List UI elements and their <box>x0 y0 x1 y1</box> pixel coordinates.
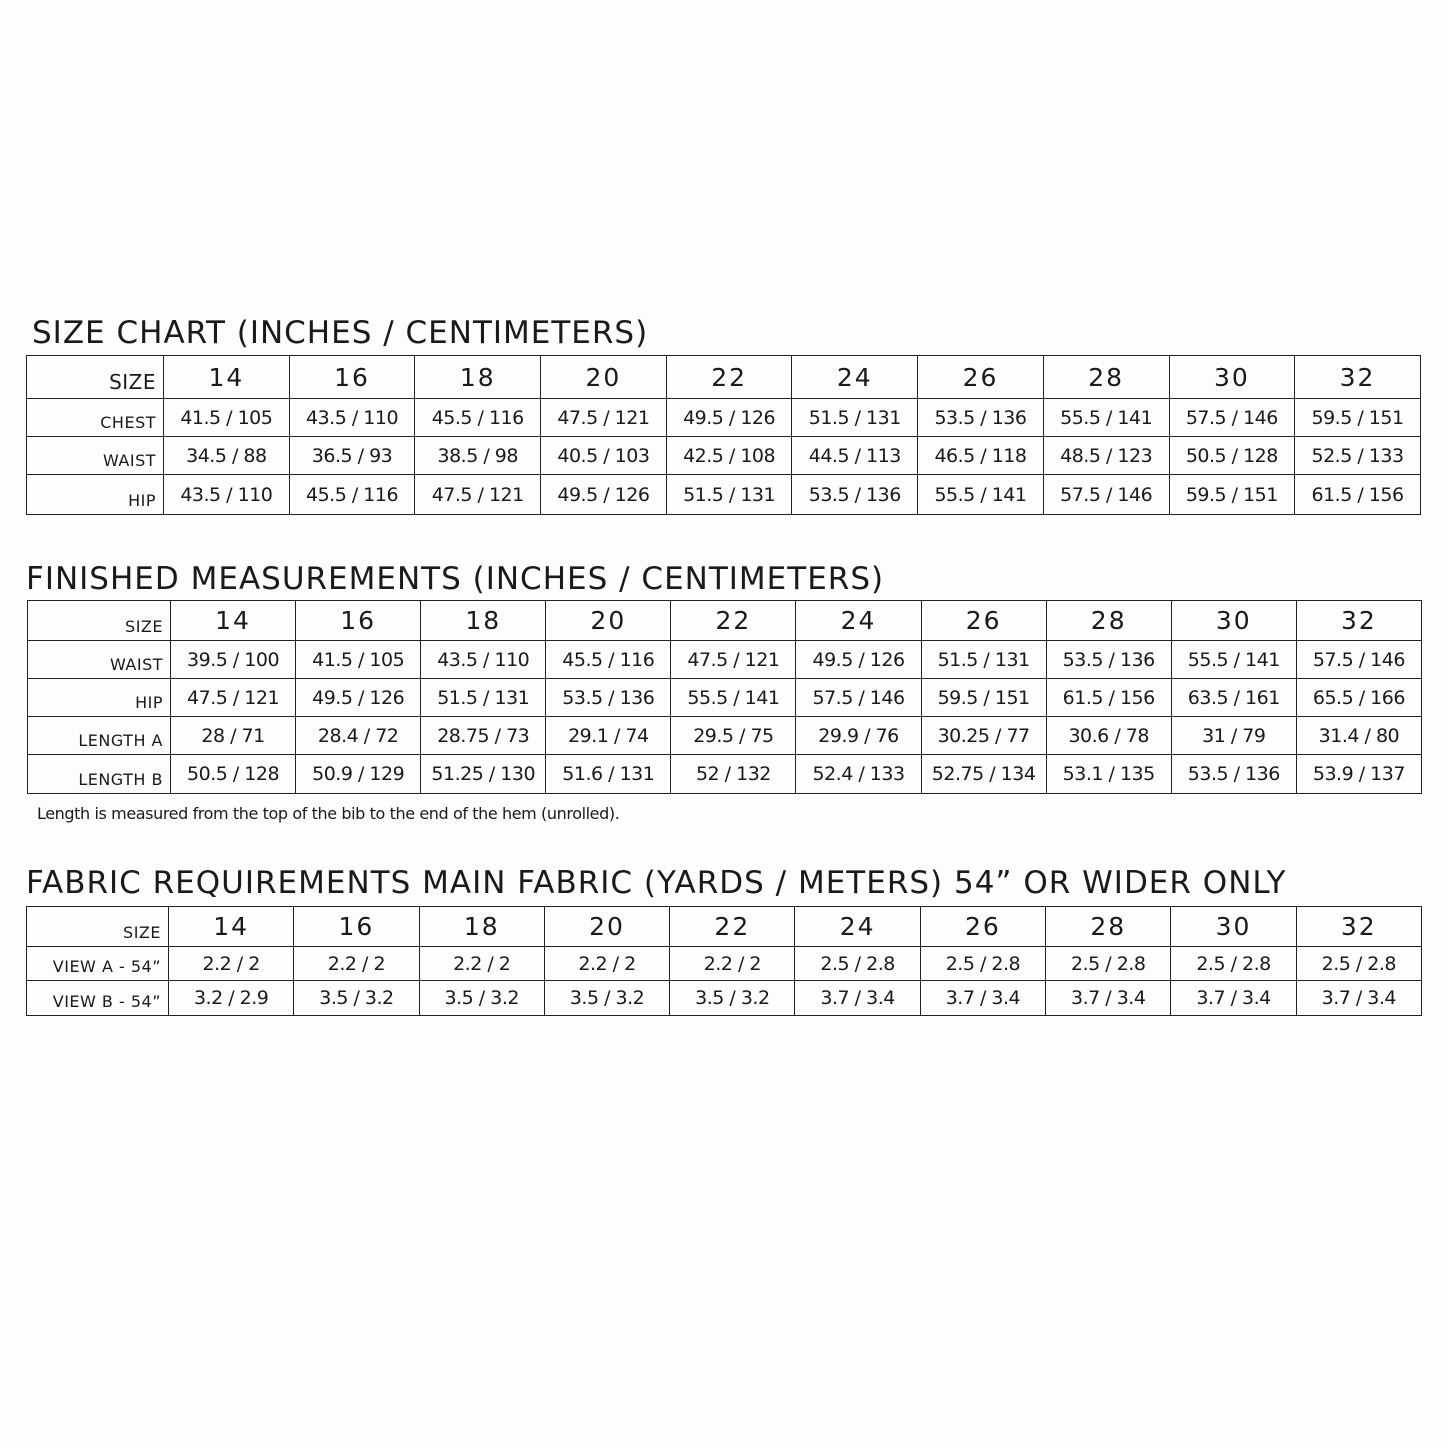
table-cell: 53.5 / 136 <box>1046 641 1171 679</box>
row-label: VIEW A - 54” <box>27 947 169 981</box>
table-cell: 50.9 / 129 <box>296 755 421 794</box>
table-cell: 36.5 / 93 <box>289 437 415 475</box>
table-cell: 49.5 / 126 <box>666 399 792 437</box>
table-cell: 29.5 / 75 <box>671 717 796 755</box>
table-cell: 52.75 / 134 <box>921 755 1046 794</box>
table-cell: 59.5 / 151 <box>1295 399 1421 437</box>
table-cell: 49.5 / 126 <box>296 679 421 717</box>
size-header-cell: 16 <box>289 356 415 399</box>
table-cell: 51.5 / 131 <box>421 679 546 717</box>
table-cell: 57.5 / 146 <box>1296 641 1421 679</box>
table-row <box>27 437 1421 475</box>
table-cell: 43.5 / 110 <box>164 475 290 515</box>
table-cell: 28 / 71 <box>171 717 296 755</box>
table-cell: 47.5 / 121 <box>671 641 796 679</box>
row-label: HIP <box>27 475 164 515</box>
size-header-cell: 22 <box>666 356 792 399</box>
finished-measurements-table <box>27 600 1422 794</box>
table-row <box>28 679 1422 717</box>
finished-header-row <box>28 601 1422 641</box>
size-header-cell: 20 <box>541 356 667 399</box>
size-header-cell: 32 <box>1296 907 1421 947</box>
table-cell: 51.5 / 131 <box>666 475 792 515</box>
table-cell: 2.2 / 2 <box>169 947 294 981</box>
size-header-cell: 22 <box>671 601 796 641</box>
table-row <box>27 947 1422 981</box>
size-header-cell: 14 <box>169 907 294 947</box>
row-label: LENGTH B <box>28 755 171 794</box>
table-cell: 51.5 / 131 <box>921 641 1046 679</box>
table-cell: 2.5 / 2.8 <box>1171 947 1296 981</box>
table-cell: 41.5 / 105 <box>296 641 421 679</box>
size-header-cell: 22 <box>670 907 795 947</box>
table-cell: 45.5 / 116 <box>415 399 541 437</box>
size-header-cell: 30 <box>1169 356 1295 399</box>
table-cell: 48.5 / 123 <box>1043 437 1169 475</box>
table-cell: 49.5 / 126 <box>541 475 667 515</box>
size-header-cell: 32 <box>1295 356 1421 399</box>
size-header-cell: 16 <box>294 907 419 947</box>
table-cell: 2.5 / 2.8 <box>795 947 920 981</box>
row-label: HIP <box>28 679 171 717</box>
table-cell: 40.5 / 103 <box>541 437 667 475</box>
table-cell: 42.5 / 108 <box>666 437 792 475</box>
table-cell: 53.5 / 136 <box>546 679 671 717</box>
table-cell: 52 / 132 <box>671 755 796 794</box>
size-header-cell: 26 <box>918 356 1044 399</box>
table-cell: 3.7 / 3.4 <box>795 981 920 1016</box>
size-header-cell: 32 <box>1296 601 1421 641</box>
table-cell: 2.2 / 2 <box>670 947 795 981</box>
table-row <box>28 717 1422 755</box>
table-cell: 53.5 / 136 <box>918 399 1044 437</box>
table-cell: 49.5 / 126 <box>796 641 921 679</box>
table-cell: 38.5 / 98 <box>415 437 541 475</box>
size-header-cell: 24 <box>792 356 918 399</box>
table-cell: 45.5 / 116 <box>289 475 415 515</box>
table-cell: 41.5 / 105 <box>164 399 290 437</box>
size-header-cell: 16 <box>296 601 421 641</box>
table-cell: 29.9 / 76 <box>796 717 921 755</box>
table-cell: 63.5 / 161 <box>1171 679 1296 717</box>
size-header-cell: 28 <box>1046 907 1171 947</box>
table-cell: 43.5 / 110 <box>421 641 546 679</box>
table-cell: 3.7 / 3.4 <box>1171 981 1296 1016</box>
table-cell: 3.5 / 3.2 <box>419 981 544 1016</box>
table-cell: 30.25 / 77 <box>921 717 1046 755</box>
size-header-cell: 26 <box>921 601 1046 641</box>
table-cell: 51.6 / 131 <box>546 755 671 794</box>
table-cell: 51.25 / 130 <box>421 755 546 794</box>
row-label: WAIST <box>27 437 164 475</box>
table-cell: 53.1 / 135 <box>1046 755 1171 794</box>
table-cell: 3.5 / 3.2 <box>544 981 669 1016</box>
size-header-cell: 14 <box>164 356 290 399</box>
table-cell: 55.5 / 141 <box>1043 399 1169 437</box>
row-label: WAIST <box>28 641 171 679</box>
size-header-cell: 30 <box>1171 601 1296 641</box>
table-cell: 55.5 / 141 <box>671 679 796 717</box>
fabric-requirements-title: FABRIC REQUIREMENTS MAIN FABRIC (YARDS / METERS) 54” OR WIDER ONLY <box>26 865 1287 901</box>
table-cell: 51.5 / 131 <box>792 399 918 437</box>
table-cell: 59.5 / 151 <box>921 679 1046 717</box>
size-chart-title: SIZE CHART (INCHES / CENTIMETERS) <box>32 315 649 351</box>
size-header-cell: 18 <box>421 601 546 641</box>
table-cell: 2.2 / 2 <box>294 947 419 981</box>
table-cell: 2.2 / 2 <box>419 947 544 981</box>
fabric-requirements-table <box>26 906 1422 1016</box>
table-cell: 39.5 / 100 <box>171 641 296 679</box>
table-cell: 3.7 / 3.4 <box>920 981 1045 1016</box>
table-cell: 2.5 / 2.8 <box>1046 947 1171 981</box>
table-cell: 28.4 / 72 <box>296 717 421 755</box>
table-cell: 3.7 / 3.4 <box>1296 981 1421 1016</box>
size-header-cell: 14 <box>171 601 296 641</box>
fabric-header-row <box>27 907 1422 947</box>
table-row <box>28 755 1422 794</box>
size-header-cell: 24 <box>796 601 921 641</box>
table-cell: 65.5 / 166 <box>1296 679 1421 717</box>
table-cell: 53.9 / 137 <box>1296 755 1421 794</box>
size-chart-table <box>26 355 1421 515</box>
size-chart-header-row <box>27 356 1421 399</box>
table-cell: 57.5 / 146 <box>796 679 921 717</box>
length-note: Length is measured from the top of the bib to the end of the hem (unrolled). <box>37 804 620 823</box>
table-cell: 47.5 / 121 <box>171 679 296 717</box>
table-cell: 55.5 / 141 <box>1171 641 1296 679</box>
size-header-cell: 18 <box>419 907 544 947</box>
table-cell: 52.5 / 133 <box>1295 437 1421 475</box>
size-header-cell: 28 <box>1043 356 1169 399</box>
table-row <box>28 641 1422 679</box>
table-cell: 59.5 / 151 <box>1169 475 1295 515</box>
table-cell: 53.5 / 136 <box>1171 755 1296 794</box>
table-cell: 52.4 / 133 <box>796 755 921 794</box>
table-row <box>27 399 1421 437</box>
size-header-label: SIZE <box>27 356 164 399</box>
table-cell: 3.7 / 3.4 <box>1046 981 1171 1016</box>
table-cell: 47.5 / 121 <box>541 399 667 437</box>
table-cell: 3.5 / 3.2 <box>294 981 419 1016</box>
table-cell: 2.5 / 2.8 <box>1296 947 1421 981</box>
size-header-label: SIZE <box>27 907 169 947</box>
table-cell: 29.1 / 74 <box>546 717 671 755</box>
table-cell: 43.5 / 110 <box>289 399 415 437</box>
table-cell: 3.2 / 2.9 <box>169 981 294 1016</box>
row-label: LENGTH A <box>28 717 171 755</box>
table-cell: 45.5 / 116 <box>546 641 671 679</box>
size-header-cell: 20 <box>544 907 669 947</box>
size-header-cell: 30 <box>1171 907 1296 947</box>
table-cell: 61.5 / 156 <box>1046 679 1171 717</box>
table-cell: 31.4 / 80 <box>1296 717 1421 755</box>
table-cell: 61.5 / 156 <box>1295 475 1421 515</box>
table-cell: 3.5 / 3.2 <box>670 981 795 1016</box>
table-cell: 2.5 / 2.8 <box>920 947 1045 981</box>
table-cell: 2.2 / 2 <box>544 947 669 981</box>
table-cell: 57.5 / 146 <box>1043 475 1169 515</box>
size-header-label: SIZE <box>28 601 171 641</box>
row-label: VIEW B - 54” <box>27 981 169 1016</box>
size-header-cell: 18 <box>415 356 541 399</box>
table-cell: 46.5 / 118 <box>918 437 1044 475</box>
table-cell: 47.5 / 121 <box>415 475 541 515</box>
table-cell: 31 / 79 <box>1171 717 1296 755</box>
table-row <box>27 981 1422 1016</box>
size-header-cell: 26 <box>920 907 1045 947</box>
table-cell: 50.5 / 128 <box>1169 437 1295 475</box>
table-row <box>27 475 1421 515</box>
size-header-cell: 24 <box>795 907 920 947</box>
table-cell: 28.75 / 73 <box>421 717 546 755</box>
table-cell: 50.5 / 128 <box>171 755 296 794</box>
table-cell: 53.5 / 136 <box>792 475 918 515</box>
table-cell: 44.5 / 113 <box>792 437 918 475</box>
table-cell: 30.6 / 78 <box>1046 717 1171 755</box>
table-cell: 55.5 / 141 <box>918 475 1044 515</box>
row-label: CHEST <box>27 399 164 437</box>
table-cell: 57.5 / 146 <box>1169 399 1295 437</box>
table-cell: 34.5 / 88 <box>164 437 290 475</box>
finished-measurements-title: FINISHED MEASUREMENTS (INCHES / CENTIMETERS) <box>26 561 885 597</box>
size-header-cell: 28 <box>1046 601 1171 641</box>
size-header-cell: 20 <box>546 601 671 641</box>
